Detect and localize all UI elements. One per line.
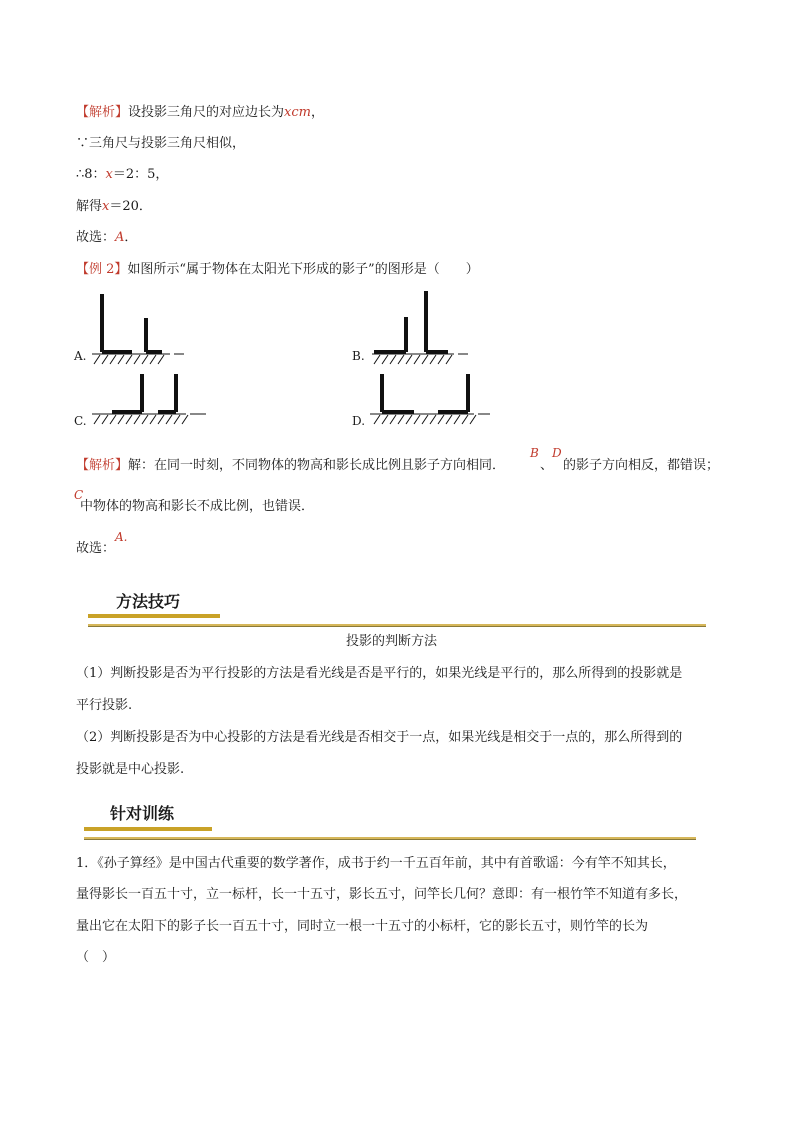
answer: A	[115, 230, 125, 245]
method-heading-underline	[88, 614, 220, 618]
analysis1-line1	[76, 104, 324, 122]
var-xcm: xcm	[284, 105, 311, 120]
text: ∴8：	[76, 167, 106, 182]
analysis1-text: 设投影三角尺的对应边长为	[128, 105, 285, 120]
example2-question	[76, 261, 479, 279]
method-p2-line2: 投影就是中心投影.	[76, 762, 185, 777]
option-b-figure	[368, 287, 473, 367]
mark-c: C	[74, 488, 84, 502]
option-d-label: D.	[352, 414, 366, 428]
analysis2-line1-tail: 的影子方向相反，都错误；	[563, 458, 720, 473]
analysis1-line3	[76, 166, 168, 184]
example-prefix: 【例 2】	[76, 262, 128, 277]
analysis2-line3: 故选：	[76, 541, 116, 556]
analysis1-line5	[76, 229, 137, 247]
section-rule	[88, 624, 706, 627]
text: 故选：	[76, 230, 116, 245]
var-x: x	[105, 167, 113, 182]
var-x: x	[102, 199, 110, 214]
text: ＝2：5，	[112, 167, 169, 182]
option-a-figure	[90, 292, 190, 367]
mark-d: D	[552, 446, 562, 460]
q1-line3: 量出它在太阳下的影子长一百五十寸，同时立一根一十五寸的小标杆，它的影长五寸，则竹竿的长为	[76, 919, 649, 934]
option-b-label: B.	[352, 349, 365, 363]
q1-line1: 1．《孙子算经》是中国古代重要的数学著作，成书于约一千五百年前，其中有首歌谣：今有竿不知其长，	[76, 856, 676, 871]
method-p1-line1: （1）判断投影是否为平行投影的方法是看光线是否是平行的，如果光线是平行的，那么所得到的投影就是	[76, 666, 683, 681]
option-c-label: C.	[74, 414, 87, 428]
option-d-figure	[368, 368, 493, 430]
mark-b: B	[530, 446, 539, 460]
training-heading-underline	[84, 827, 212, 831]
text: 解得	[76, 199, 103, 214]
section-rule	[84, 837, 696, 840]
analysis2-line1	[76, 457, 505, 475]
method-subtitle: 投影的判断方法	[346, 634, 438, 649]
method-p1-line2: 平行投影.	[76, 698, 133, 713]
text: ＝20．	[109, 199, 152, 214]
analysis1-line2: ∵三角尺与投影三角尺相似，	[76, 136, 246, 151]
analysis-prefix: 【解析】	[76, 458, 129, 473]
analysis1-line4	[76, 198, 152, 216]
option-c-figure	[90, 368, 210, 430]
analysis-prefix: 【解析】	[76, 105, 129, 120]
method-heading: 方法技巧	[116, 592, 181, 611]
sep: 、	[540, 458, 554, 473]
mark-a: A.	[115, 530, 128, 544]
text: ．	[124, 230, 138, 245]
method-p2-line1: （2）判断投影是否为中心投影的方法是看光线是否相交于一点，如果光线是相交于一点的，那么所得到的	[76, 730, 683, 745]
punct: ，	[310, 105, 324, 120]
q1-line4: （ ）	[76, 950, 116, 965]
analysis2-line2: 中物体的物高和影长不成比例，也错误．	[80, 499, 315, 514]
training-heading: 针对训练	[110, 804, 175, 823]
text: 解：在同一时刻，不同物体的物高和影长成比例且影子方向相同．	[128, 458, 506, 473]
option-a-label: A.	[74, 349, 87, 363]
q1-line2: 量得影长一百五十寸，立一标杆，长一十五寸，影长五寸，问竿长几何？意即：有一根竹竿不知道有多长，	[76, 887, 688, 902]
question-text: 如图所示“属于物体在太阳光下形成的影子”的图形是（ ）	[127, 262, 479, 277]
